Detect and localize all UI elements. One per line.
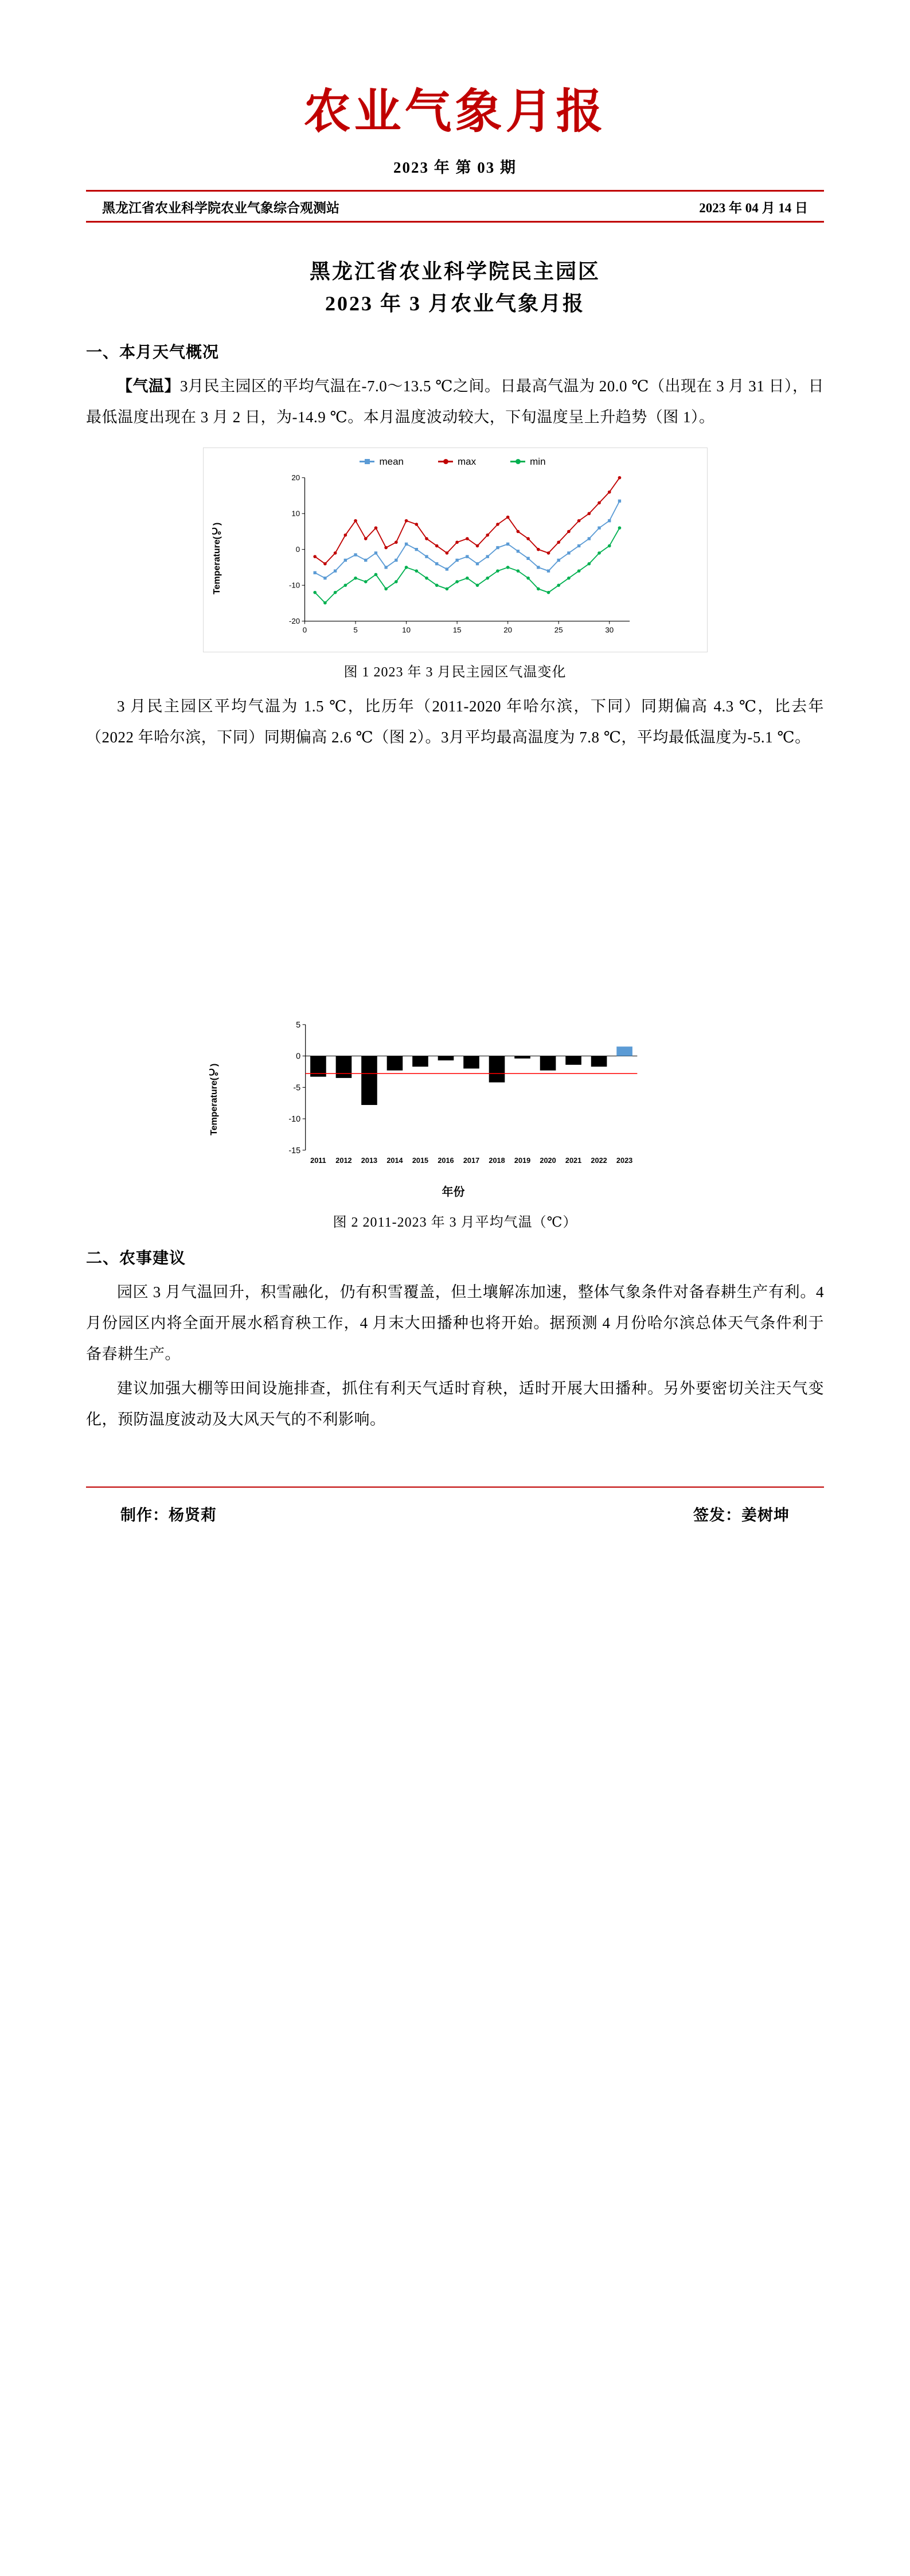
svg-text:15: 15 — [452, 625, 462, 635]
svg-text:-5: -5 — [292, 1083, 300, 1093]
layout-spacer — [86, 756, 824, 997]
svg-text:10: 10 — [291, 509, 300, 518]
figure-2-svg-holder — [220, 1018, 701, 1181]
svg-text:2017: 2017 — [463, 1155, 479, 1165]
masthead — [86, 86, 824, 223]
legend-swatch-min — [510, 461, 525, 462]
legend-item-min — [510, 456, 545, 468]
figure-1-chart — [203, 448, 708, 652]
masthead-rule-bottom — [86, 221, 824, 223]
paragraph-advice-2: 建议加强大棚等田间设施排查，抓住有利天气适时育秧，适时开展大田播种。另外要密切关注天气变化，预防温度波动及大风天气的不利影响。 — [86, 1379, 824, 1428]
svg-text:20: 20 — [291, 473, 300, 482]
svg-text:-10: -10 — [288, 1114, 300, 1124]
svg-text:2023: 2023 — [616, 1155, 632, 1165]
figure-2-plot-area — [206, 1018, 701, 1181]
svg-text:20: 20 — [503, 625, 512, 635]
svg-text:0: 0 — [295, 544, 300, 554]
masthead-station: 黑龙江省农业科学院农业气象综合观测站 — [102, 201, 339, 216]
legend-item-mean — [360, 456, 404, 468]
svg-text:2013: 2013 — [361, 1155, 377, 1165]
svg-text:2018: 2018 — [488, 1155, 505, 1165]
svg-text:2012: 2012 — [335, 1155, 352, 1165]
figure-2-svg — [220, 1018, 701, 1178]
doc-title-line2: 2023 年 3 月农业气象月报 — [325, 291, 585, 315]
paragraph-temperature — [86, 371, 824, 433]
legend-item-max — [438, 456, 476, 468]
svg-text:2020: 2020 — [539, 1155, 556, 1165]
section-heading-advice: 二、农事建议 — [86, 1249, 186, 1267]
figure-1-plot-area — [209, 471, 697, 646]
legend-label-max: max — [458, 456, 477, 467]
svg-text:2015: 2015 — [412, 1155, 428, 1165]
legend-label-mean: mean — [379, 456, 404, 467]
masthead-info-row — [86, 197, 824, 221]
legend-swatch-max — [438, 461, 453, 462]
masthead-date: 2023 年 04 月 14 日 — [699, 201, 808, 216]
legend-swatch-mean — [360, 461, 374, 462]
masthead-issue: 2023 年 第 03 期 — [393, 159, 517, 177]
figure-1-caption: 图 1 2023 年 3 月民主园区气温变化 — [343, 664, 567, 680]
svg-text:-10: -10 — [288, 581, 300, 590]
svg-text:2014: 2014 — [386, 1155, 403, 1165]
svg-text:30: 30 — [604, 625, 614, 635]
svg-text:5: 5 — [295, 1020, 300, 1030]
paragraph-average-temperature: 3 月民主园区平均气温为 1.5 ℃，比历年（2011-2020 年哈尔滨，下同）同期偏高 4.3 ℃，比去年（2022 年哈尔滨，下同）同期偏高 2.6 ℃（图 2）。3月平均最高温度为 7.8 ℃，平均最低温度为-5.1 ℃。 — [86, 697, 824, 746]
masthead-title: 农业气象月报 — [303, 85, 607, 138]
figure-1-y-axis-label: Temperature(℃) — [212, 522, 222, 594]
figure-2-x-axis-label: 年份 — [442, 1185, 465, 1198]
figure-2-y-axis-label: Temperature(℃) — [209, 1063, 219, 1135]
svg-text:0: 0 — [302, 625, 307, 635]
section-heading-weather: 一、本月天气概况 — [86, 343, 220, 361]
legend-label-min: min — [530, 456, 546, 467]
svg-text:-20: -20 — [288, 616, 300, 625]
figure-1-legend — [209, 456, 697, 468]
footer-signer: 签发：姜树坤 — [693, 1506, 790, 1524]
svg-text:2016: 2016 — [437, 1155, 454, 1165]
svg-text:10: 10 — [401, 625, 411, 635]
paragraph-lead-label: 【气温】 — [117, 377, 181, 395]
svg-text:2022: 2022 — [590, 1155, 607, 1165]
svg-text:2021: 2021 — [565, 1155, 581, 1165]
figure-2 — [86, 1012, 824, 1231]
figure-2-caption: 图 2 2011-2023 年 3 月平均气温（℃） — [333, 1215, 577, 1230]
paragraph-advice-1: 园区 3 月气温回升，积雪融化，仍有积雪覆盖，但土壤解冻加速，整体气象条件对备春耕生产有利。4 月份园区内将全面开展水稻育秧工作，4 月末大田播种也将开始。据预测 4 月份哈尔滨总体天气条件利于备春耕生产。 — [86, 1283, 824, 1363]
footer-author: 制作：杨贤莉 — [120, 1506, 217, 1524]
figure-2-chart — [203, 1012, 708, 1203]
doc-title-line1: 黑龙江省农业科学院民主园区 — [309, 260, 600, 283]
figure-1-svg — [222, 471, 697, 643]
svg-text:2019: 2019 — [514, 1155, 530, 1165]
svg-text:25: 25 — [554, 625, 563, 635]
masthead-rule-top — [86, 190, 824, 192]
figure-1 — [86, 448, 824, 680]
svg-text:5: 5 — [353, 625, 358, 635]
svg-text:0: 0 — [295, 1052, 300, 1061]
svg-text:-15: -15 — [288, 1146, 300, 1155]
paragraph-temperature-text: 3月民主园区的平均气温在-7.0～13.5 ℃之间。日最高气温为 20.0 ℃（出现在 3 月 31 日），日最低温度出现在 3 月 2 日，为-14.9 ℃。本月温度波动较大，下旬温度呈上升趋势（图 1）。 — [86, 377, 824, 426]
svg-text:2011: 2011 — [310, 1155, 326, 1165]
figure-1-svg-holder — [222, 471, 697, 646]
footer-row — [86, 1488, 824, 1525]
